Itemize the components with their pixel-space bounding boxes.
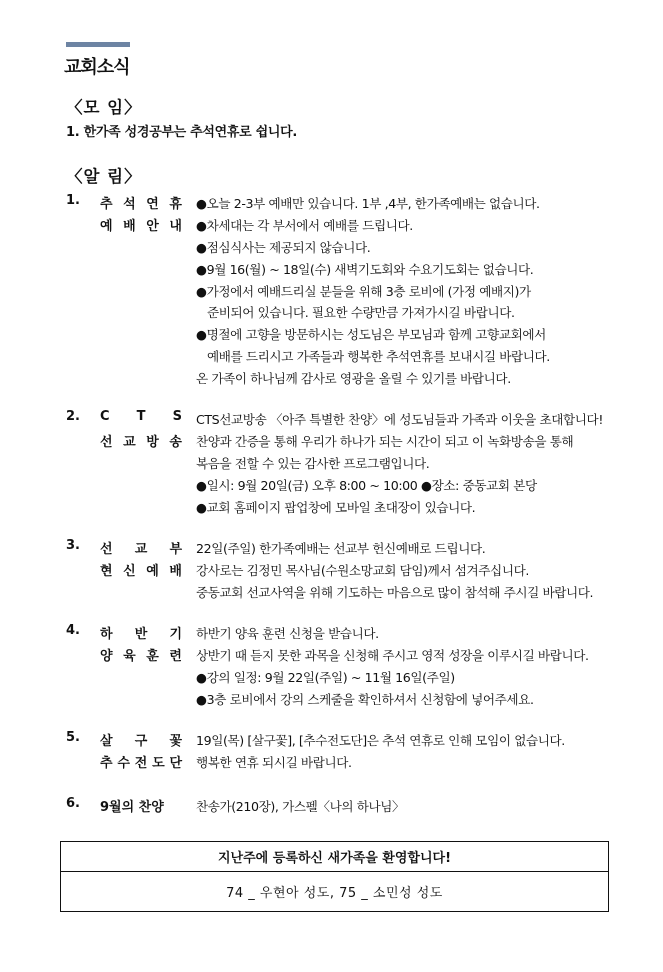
notice-4-label-line2: 양 육 훈 련 [100, 649, 182, 664]
notice-3-line: 중동교회 선교사역을 위해 기도하는 마음으로 많이 참석해 주시길 바랍니다. [196, 585, 594, 600]
notice-1-label-line1: 추 석 연 휴 [100, 197, 182, 212]
notice-heading: 〈알 림〉 [66, 167, 142, 186]
notice-4-line: ●강의 일정: 9월 22일(주일) ~ 11월 16일(주일) [196, 670, 455, 685]
meeting-item-1: 1. 한가족 성경공부는 추석연휴로 쉽니다. [66, 125, 298, 140]
page-title: 교회소식 [64, 57, 130, 78]
notice-1-line: 예배를 드리시고 가족들과 행복한 추석연휴를 보내시길 바랍니다. [207, 349, 550, 364]
notice-1-line: ●오늘 2-3부 예배만 있습니다. 1부 ,4부, 한가족예배는 없습니다. [196, 196, 540, 211]
notice-2-line: 찬양과 간증을 통해 우리가 하나가 되는 시간이 되고 이 녹화방송을 통해 [196, 434, 574, 449]
notice-5-label-line2: 추 수 전 도 단 [100, 756, 182, 771]
notice-5-label-line1: 살 구 꽃 [100, 734, 182, 749]
notice-2-number: 2. [66, 409, 80, 424]
notice-2-line: ●교회 홈페이지 팝업창에 모바일 초대장이 있습니다. [196, 500, 476, 515]
notice-1-line: ●차세대는 각 부서에서 예배를 드립니다. [196, 218, 413, 233]
notice-4-line: ●3층 로비에서 강의 스케줄을 확인하셔서 신청함에 넣어주세요. [196, 692, 534, 707]
notice-1-line: ●9월 16(월) ~ 18일(수) 새벽기도회와 수요기도회는 없습니다. [196, 262, 534, 277]
notice-4-line: 하반기 양육 훈련 신청을 받습니다. [196, 626, 379, 641]
notice-2-line: 복음을 전할 수 있는 감사한 프로그램입니다. [196, 456, 430, 471]
notice-2-line: CTS선교방송 〈아주 특별한 찬양〉에 성도님들과 가족과 이웃을 초대합니다! [196, 412, 603, 427]
notice-1-line: 온 가족이 하나님께 감사로 영광을 올릴 수 있기를 바랍니다. [196, 371, 511, 386]
notice-2-line: ●일시: 9월 20일(금) 오후 8:00 ~ 10:00 ●장소: 중동교회 본당 [196, 478, 537, 493]
notice-1-line: 준비되어 있습니다. 필요한 수량만큼 가져가시길 바랍니다. [207, 305, 515, 320]
notice-4-label-line1: 하 반 기 [100, 627, 182, 642]
notice-2-label-line1: C T S [100, 409, 182, 424]
notice-5-line: 행복한 연휴 되시길 바랍니다. [196, 755, 352, 770]
notice-5-line: 19일(목) [살구꽃], [추수전도단]은 추석 연휴로 인해 모임이 없습니다. [196, 733, 565, 748]
notice-6-number: 6. [66, 796, 80, 811]
notice-5-number: 5. [66, 730, 80, 745]
notice-1-line: ●가정에서 예배드리실 분들을 위해 3층 로비에 (가정 예배지)가 [196, 284, 531, 299]
notice-6-label: 9월의 찬양 [100, 800, 164, 815]
welcome-title: 지난주에 등록하신 새가족을 환영합니다! [61, 842, 608, 872]
welcome-names: 74 _ 우현아 성도, 75 _ 소민성 성도 [226, 886, 443, 901]
notice-3-line: 강사로는 김정민 목사님(수원소망교회 담임)께서 섬겨주십니다. [196, 563, 529, 578]
notice-3-label-line1: 선 교 부 [100, 542, 182, 557]
new-family-welcome-box [60, 841, 609, 912]
meeting-heading: 〈모 임〉 [66, 98, 142, 117]
notice-3-line: 22일(주일) 한가족예배는 선교부 헌신예배로 드립니다. [196, 541, 486, 556]
notice-1-line: ●점심식사는 제공되지 않습니다. [196, 240, 371, 255]
header-accent-bar [66, 42, 130, 47]
notice-1-number: 1. [66, 193, 80, 208]
notice-1-line: ●명절에 고향을 방문하시는 성도님은 부모님과 함께 고향교회에서 [196, 327, 546, 342]
notice-4-number: 4. [66, 623, 80, 638]
notice-4-line: 상반기 때 듣지 못한 과목을 신청해 주시고 영적 성장을 이루시길 바랍니다. [196, 648, 589, 663]
notice-6-line: 찬송가(210장), 가스펠〈나의 하나님〉 [196, 799, 405, 814]
notice-3-label-line2: 현 신 예 배 [100, 564, 182, 579]
notice-1-label-line2: 예 배 안 내 [100, 219, 182, 234]
notice-3-number: 3. [66, 538, 80, 553]
notice-2-label-line2: 선 교 방 송 [100, 435, 182, 450]
